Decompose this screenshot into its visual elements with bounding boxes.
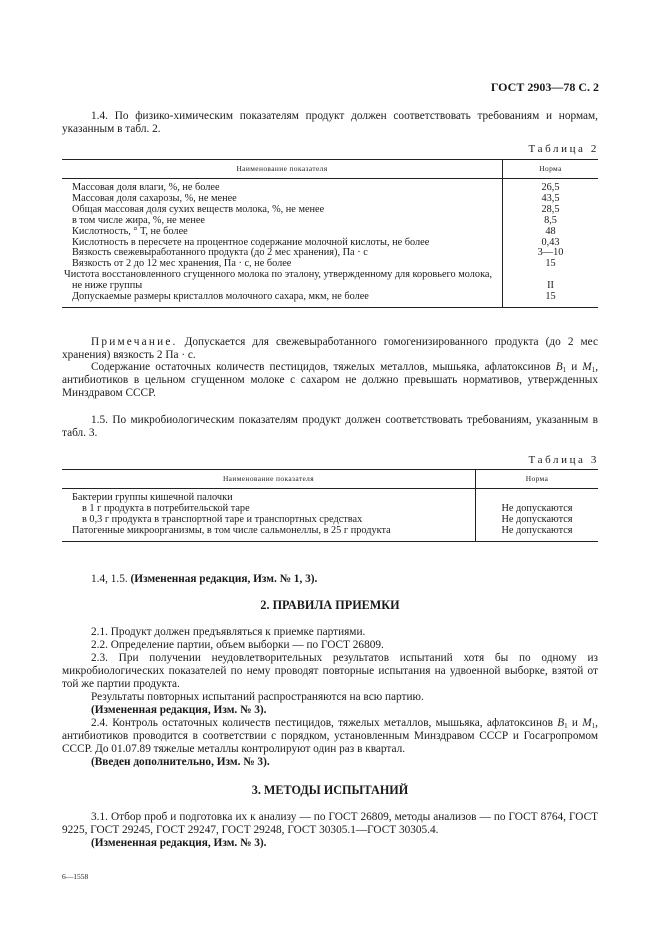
paragraph-2-3-results: Результаты повторных испытаний распространяются на всю партию. [91,691,424,703]
table-row [62,216,598,227]
table-cell-name: Вязкость свежевыработанного продукта (до 2 мес хранения), Па · с [72,247,368,259]
amendment-text: (Измененная редакция, Изм. № 1, 3). [130,573,318,585]
table-cell-value: II [503,270,599,292]
section-2-title: 2. ПРАВИЛА ПРИЕМКИ [260,598,400,612]
added-2-4: (Введен дополнительно, Изм. № 3). [91,756,270,768]
table-cell-value: Не допускаются [476,515,599,526]
table-row [62,292,598,307]
paragraph-2-4 [62,717,598,756]
paragraph-2-3: 2.3. При получении неудовлетворительных результатов испытаний хотя бы по одному из микробиологических показателей по нему проводят повторные испытания на удвоенной выборке, взятой от той же партии продукта. [62,652,598,690]
table-cell-name: в том числе жира, %, не менее [72,214,205,226]
s24-b: B [557,717,565,729]
paragraph-2-2: 2.2. Определение партии, объем выборки — по ГОСТ 26809. [91,639,384,651]
table-row [62,489,598,504]
table-cell-name: в 0,3 г продукта в транспортной таре и транспортных средствах [82,513,363,525]
table-cell-value: 0,43 [503,238,599,249]
table-cell-value: 15 [503,259,599,270]
amendment-prefix: 1.4, 1.5. [91,573,128,585]
residual-text-1: Содержание остаточных количеств пестицидов, тяжелых металлов, мышьяка, афлатоксинов [91,361,551,373]
table-3-header-name: Наименование показателя [62,470,476,489]
table-2-note [62,336,598,362]
table-cell-value: Не допускаются [476,526,599,541]
table-cell-value: 15 [503,292,599,307]
table-2-header-norm: Норма [503,160,599,179]
table-cell-value: 43,5 [503,194,599,205]
residual-b-sub: 1 [562,366,567,374]
note-label: Примечание. [91,336,178,348]
table-row [62,526,598,541]
table-cell-value [476,489,599,504]
residual-m: M [582,361,592,373]
paragraph-3-1: 3.1. Отбор проб и подготовка их к анализу — по ГОСТ 26809, методы анализов — по ГОСТ 8764, ГОСТ 9225, ГОСТ 29245, ГОСТ 29247, ГОСТ 29248, ГОСТ 30305.1—ГОСТ 30305.4. [62,811,598,836]
table-cell-value: Не допускаются [476,504,599,515]
table-row [62,179,598,194]
residual-and: и [571,361,578,373]
table-cell-value: 8,5 [503,216,599,227]
residual-b: B [555,361,563,373]
table-2-label: Таблица 2 [528,143,599,155]
table-cell-value: 3—10 [503,248,599,259]
table-cell-name: Бактерии группы кишечной палочки [72,492,233,503]
page-header: ГОСТ 2903—78 С. 2 [490,80,599,94]
s24-text-1: 2.4. Контроль остаточных количеств пестицидов, тяжелых металлов, мышьяка, афлатоксинов [91,717,553,729]
paragraph-2-1: 2.1. Продукт должен предъявляться к приемке партиями. [91,626,366,638]
s24-m: M [582,717,592,729]
table-cell-name: Вязкость от 2 до 12 мес хранения, Па · с, не более [72,258,292,270]
table-row [62,270,598,292]
table-cell-name: Допускаемые размеры кристаллов молочного сахара, мкм, не более [62,292,503,307]
table-cell-name: Массовая доля влаги, %, не более [72,182,220,193]
s24-m-sub: 1 [591,722,596,730]
paragraph-1-5: 1.5. По микробиологическим показателям продукт должен соответствовать требованиям, указанным в табл. 3. [62,414,598,439]
table-cell-name: Кислотность в пересчете на процентное содержание молочной кислоты, не более [72,236,430,248]
table-cell-name: в 1 г продукта в потребительской таре [82,502,250,514]
table-row [62,227,598,238]
residual-content-paragraph [62,361,598,400]
residual-m-sub: 1 [591,366,596,374]
table-cell-name: Патогенные микроорганизмы, в том числе сальмонеллы, в 25 г продукта [62,526,476,541]
amendment-2-3: (Измененная редакция, Изм. № 3). [91,704,267,716]
table-2 [62,159,598,308]
section-3-title: 3. МЕТОДЫ ИСПЫТАНИЙ [251,783,409,797]
s24-b-sub: 1 [564,722,568,730]
amendment-3-1: (Измененная редакция, Изм. № 3). [91,837,267,849]
note-text: Допускается для свежевыработанного гомогенизированного продукта (до 2 мес хранения) вязкость 2 Па · с. [62,336,598,361]
table-cell-name: Кислотность, ° Т, не более [72,225,188,237]
table-3 [62,469,598,542]
paragraph-1-4: 1.4. По физико-химическим показателям продукт должен соответствовать требованиям и нормам, указанным в табл. 2. [62,110,598,135]
table-cell-name: Массовая доля сахарозы, %, не менее [72,192,237,204]
s24-and: и [571,717,578,729]
residual-text-2: , антибиотиков в цельном сгущенном молоке с сахаром не должно превышать нормативов, утвержденных Минздравом СССР. [62,361,599,399]
table-cell-name: Общая массовая доля сухих веществ молока, %, не менее [72,203,325,215]
table-3-label: Таблица 3 [528,454,599,466]
table-cell-value: 28,5 [503,205,599,216]
table-cell-value: 48 [503,227,599,238]
s24-text-2: , антибиотиков проводится в соответствии с порядком, установленным Минздравом СССР и Госагропромом СССР. До 01.07.89 тяжелые металлы контролируют один раз в квартал. [62,717,598,755]
amendment-1-4-1-5 [62,573,598,586]
table-2-header-name: Наименование показателя [62,160,503,179]
table-3-header-norm: Норма [476,470,599,489]
table-cell-name: Чистота восстановленного сгущенного молока по эталону, утвержденному для коровьего молока, не ниже группы [64,269,493,292]
table-cell-value: 26,5 [503,179,599,194]
page-footer-code: 6—1558 [62,872,89,881]
